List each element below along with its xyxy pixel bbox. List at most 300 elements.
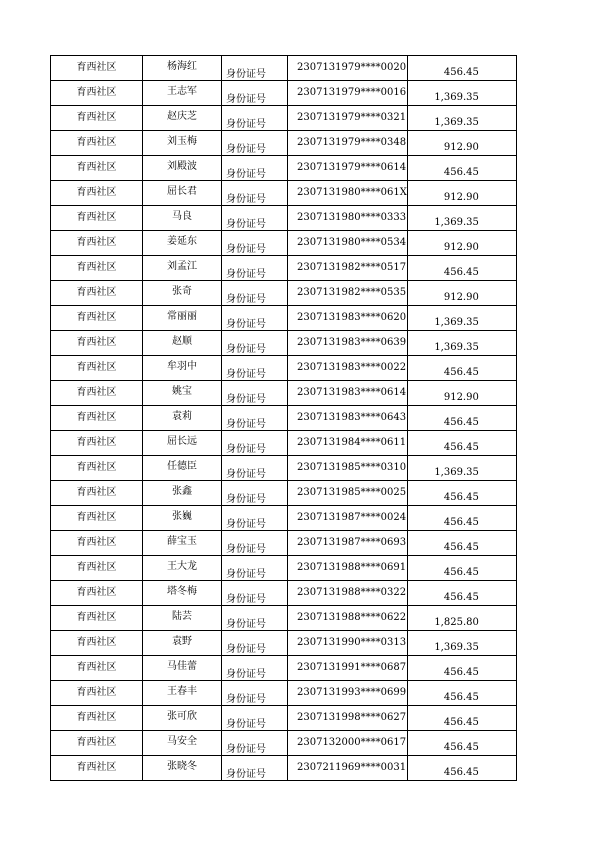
- amount-cell-text: 1,369.35: [434, 642, 479, 653]
- name-cell-text: 张奇: [172, 286, 192, 297]
- id-type-cell: [222, 531, 288, 556]
- id-type-cell: [222, 706, 288, 731]
- community-cell: [51, 531, 143, 556]
- id-number-cell-text: 2307131979****0321: [297, 112, 407, 123]
- table-row: [51, 181, 517, 206]
- id-number-cell-text: 2307131982****0517: [297, 262, 407, 273]
- id-type-cell-text: 身份证号: [226, 269, 266, 280]
- table-row: [51, 256, 517, 281]
- id-number-cell: [288, 481, 408, 506]
- amount-cell-text: 456.45: [443, 592, 479, 603]
- table-row: [51, 531, 517, 556]
- id-type-cell-text: 身份证号: [226, 144, 266, 155]
- name-cell-text: 马佳蕾: [167, 661, 197, 672]
- amount-cell: [407, 106, 516, 131]
- name-cell: [143, 206, 222, 231]
- id-number-cell-text: 2307131998****0627: [297, 712, 407, 723]
- amount-cell-text: 1,369.35: [434, 92, 479, 103]
- community-cell-text: 育西社区: [76, 537, 117, 548]
- table-row: [51, 331, 517, 356]
- community-cell: [51, 431, 143, 456]
- amount-cell: [407, 406, 516, 431]
- amount-cell-text: 456.45: [443, 742, 479, 753]
- id-type-cell: [222, 206, 288, 231]
- id-number-cell: [288, 731, 408, 756]
- id-type-cell: [222, 731, 288, 756]
- table-row: [51, 481, 517, 506]
- id-type-cell: [222, 381, 288, 406]
- name-cell: [143, 256, 222, 281]
- id-type-cell: [222, 231, 288, 256]
- name-cell: [143, 356, 222, 381]
- community-cell-text: 育西社区: [76, 412, 117, 423]
- community-cell: [51, 581, 143, 606]
- id-type-cell: [222, 606, 288, 631]
- community-cell: [51, 381, 143, 406]
- amount-cell-text: 456.45: [443, 692, 479, 703]
- name-cell-text: 张晓冬: [167, 761, 197, 772]
- amount-cell: [407, 381, 516, 406]
- name-cell: [143, 506, 222, 531]
- community-cell: [51, 756, 143, 781]
- amount-cell-text: 456.45: [443, 267, 479, 278]
- id-type-cell-text: 身份证号: [226, 644, 266, 655]
- table-body: [51, 56, 517, 781]
- community-cell-text: 育西社区: [76, 637, 117, 648]
- id-number-cell-text: 2307131985****0310: [297, 462, 407, 473]
- amount-cell: [407, 131, 516, 156]
- id-number-cell-text: 2307131993****0699: [297, 687, 407, 698]
- table-row: [51, 606, 517, 631]
- amount-cell: [407, 756, 516, 781]
- community-cell-text: 育西社区: [76, 587, 117, 598]
- id-type-cell-text: 身份证号: [226, 569, 266, 580]
- amount-cell: [407, 581, 516, 606]
- id-number-cell: [288, 381, 408, 406]
- table-row: [51, 131, 517, 156]
- table-row: [51, 706, 517, 731]
- community-cell: [51, 456, 143, 481]
- id-type-cell-text: 身份证号: [226, 769, 266, 780]
- name-cell: [143, 156, 222, 181]
- id-type-cell-text: 身份证号: [226, 444, 266, 455]
- community-cell-text: 育西社区: [76, 662, 117, 673]
- table-row: [51, 381, 517, 406]
- table-row: [51, 156, 517, 181]
- id-type-cell-text: 身份证号: [226, 469, 266, 480]
- community-cell-text: 育西社区: [76, 137, 117, 148]
- id-type-cell: [222, 331, 288, 356]
- name-cell: [143, 681, 222, 706]
- name-cell-text: 张巍: [172, 511, 192, 522]
- id-type-cell: [222, 181, 288, 206]
- id-number-cell-text: 2307131988****0691: [297, 562, 407, 573]
- id-type-cell-text: 身份证号: [226, 169, 266, 180]
- id-number-cell: [288, 431, 408, 456]
- id-number-cell-text: 2307211969****0031: [297, 762, 407, 773]
- table-row: [51, 206, 517, 231]
- id-type-cell-text: 身份证号: [226, 719, 266, 730]
- name-cell-text: 袁野: [172, 636, 192, 647]
- name-cell-text: 刘殿波: [167, 161, 197, 172]
- community-cell-text: 育西社区: [76, 437, 117, 448]
- id-number-cell: [288, 706, 408, 731]
- name-cell-text: 刘孟江: [167, 261, 197, 272]
- id-number-cell: [288, 531, 408, 556]
- table-row: [51, 81, 517, 106]
- name-cell-text: 塔冬梅: [167, 586, 197, 597]
- table-row: [51, 281, 517, 306]
- name-cell: [143, 631, 222, 656]
- name-cell-text: 屈长君: [167, 186, 197, 197]
- amount-cell: [407, 156, 516, 181]
- id-number-cell-text: 2307131980****0333: [297, 212, 407, 223]
- id-type-cell: [222, 681, 288, 706]
- name-cell: [143, 531, 222, 556]
- community-cell: [51, 156, 143, 181]
- id-number-cell-text: 2307131979****0348: [297, 137, 407, 148]
- community-cell: [51, 631, 143, 656]
- id-number-cell-text: 2307131979****0020: [297, 62, 407, 73]
- name-cell: [143, 231, 222, 256]
- community-cell-text: 育西社区: [76, 87, 117, 98]
- amount-cell: [407, 56, 516, 81]
- id-number-cell: [288, 681, 408, 706]
- id-type-cell-text: 身份证号: [226, 119, 266, 130]
- table-row: [51, 681, 517, 706]
- community-cell-text: 育西社区: [76, 162, 117, 173]
- id-number-cell: [288, 406, 408, 431]
- name-cell: [143, 406, 222, 431]
- table-row: [51, 731, 517, 756]
- community-cell: [51, 231, 143, 256]
- amount-cell-text: 456.45: [443, 442, 479, 453]
- id-type-cell-text: 身份证号: [226, 694, 266, 705]
- id-type-cell-text: 身份证号: [226, 369, 266, 380]
- amount-cell: [407, 256, 516, 281]
- id-type-cell: [222, 556, 288, 581]
- id-type-cell: [222, 506, 288, 531]
- name-cell-text: 袁莉: [172, 411, 192, 422]
- name-cell: [143, 306, 222, 331]
- community-cell-text: 育西社区: [76, 212, 117, 223]
- name-cell-text: 屈长远: [167, 436, 197, 447]
- name-cell: [143, 706, 222, 731]
- id-type-cell: [222, 756, 288, 781]
- id-number-cell-text: 2307131980****061X: [297, 187, 407, 198]
- amount-cell-text: 456.45: [443, 67, 479, 78]
- id-number-cell-text: 2307131987****0693: [297, 537, 407, 548]
- community-cell-text: 育西社区: [76, 187, 117, 198]
- id-number-cell: [288, 756, 408, 781]
- id-type-cell: [222, 106, 288, 131]
- id-number-cell-text: 2307131988****0622: [297, 612, 407, 623]
- community-cell: [51, 506, 143, 531]
- name-cell: [143, 131, 222, 156]
- amount-cell: [407, 531, 516, 556]
- amount-cell-text: 456.45: [443, 517, 479, 528]
- community-cell: [51, 356, 143, 381]
- amount-cell: [407, 356, 516, 381]
- id-type-cell: [222, 481, 288, 506]
- community-cell: [51, 106, 143, 131]
- amount-cell-text: 912.90: [443, 242, 479, 253]
- name-cell-text: 陆芸: [172, 611, 192, 622]
- id-type-cell: [222, 256, 288, 281]
- amount-cell-text: 1,369.35: [434, 117, 479, 128]
- name-cell: [143, 656, 222, 681]
- id-number-cell: [288, 656, 408, 681]
- table-row: [51, 231, 517, 256]
- amount-cell: [407, 606, 516, 631]
- amount-cell-text: 912.90: [443, 392, 479, 403]
- id-number-cell: [288, 131, 408, 156]
- amount-cell-text: 456.45: [443, 542, 479, 553]
- id-number-cell-text: 2307131988****0322: [297, 587, 407, 598]
- id-number-cell-text: 2307131987****0024: [297, 512, 407, 523]
- id-type-cell-text: 身份证号: [226, 669, 266, 680]
- amount-cell: [407, 331, 516, 356]
- id-type-cell-text: 身份证号: [226, 619, 266, 630]
- name-cell-text: 薛宝玉: [167, 536, 197, 547]
- name-cell: [143, 556, 222, 581]
- id-type-cell-text: 身份证号: [226, 319, 266, 330]
- id-type-cell: [222, 631, 288, 656]
- community-cell-text: 育西社区: [76, 612, 117, 623]
- id-type-cell-text: 身份证号: [226, 219, 266, 230]
- amount-cell: [407, 81, 516, 106]
- community-cell-text: 育西社区: [76, 512, 117, 523]
- community-cell-text: 育西社区: [76, 387, 117, 398]
- amount-cell-text: 456.45: [443, 717, 479, 728]
- name-cell-text: 王志军: [167, 86, 197, 97]
- id-type-cell-text: 身份证号: [226, 494, 266, 505]
- id-type-cell-text: 身份证号: [226, 544, 266, 555]
- name-cell: [143, 56, 222, 81]
- name-cell-text: 杨海红: [167, 61, 197, 72]
- community-cell: [51, 406, 143, 431]
- amount-cell: [407, 481, 516, 506]
- amount-cell: [407, 731, 516, 756]
- community-cell-text: 育西社区: [76, 62, 117, 73]
- id-type-cell: [222, 456, 288, 481]
- amount-cell-text: 456.45: [443, 167, 479, 178]
- name-cell: [143, 331, 222, 356]
- amount-cell-text: 456.45: [443, 767, 479, 778]
- id-number-cell: [288, 356, 408, 381]
- table-row: [51, 306, 517, 331]
- id-number-cell: [288, 456, 408, 481]
- community-cell-text: 育西社区: [76, 312, 117, 323]
- name-cell-text: 任德臣: [167, 461, 197, 472]
- id-type-cell-text: 身份证号: [226, 594, 266, 605]
- name-cell: [143, 381, 222, 406]
- name-cell: [143, 456, 222, 481]
- id-number-cell-text: 2307131983****0620: [297, 312, 407, 323]
- id-number-cell: [288, 106, 408, 131]
- id-number-cell: [288, 506, 408, 531]
- community-cell-text: 育西社区: [76, 287, 117, 298]
- id-number-cell-text: 2307131985****0025: [297, 487, 407, 498]
- amount-cell-text: 456.45: [443, 367, 479, 378]
- community-cell: [51, 206, 143, 231]
- name-cell: [143, 756, 222, 781]
- table-row: [51, 631, 517, 656]
- amount-cell-text: 912.90: [443, 142, 479, 153]
- id-number-cell-text: 2307131983****0639: [297, 337, 407, 348]
- name-cell-text: 赵庆芝: [167, 111, 197, 122]
- community-cell-text: 育西社区: [76, 112, 117, 123]
- community-cell: [51, 331, 143, 356]
- amount-cell-text: 456.45: [443, 567, 479, 578]
- amount-cell: [407, 181, 516, 206]
- amount-cell: [407, 656, 516, 681]
- amount-cell-text: 1,369.35: [434, 217, 479, 228]
- amount-cell-text: 1,369.35: [434, 342, 479, 353]
- id-type-cell-text: 身份证号: [226, 294, 266, 305]
- table-row: [51, 456, 517, 481]
- id-type-cell: [222, 656, 288, 681]
- name-cell-text: 姚宝: [172, 386, 192, 397]
- name-cell-text: 刘玉梅: [167, 136, 197, 147]
- community-cell: [51, 731, 143, 756]
- name-cell-text: 赵顺: [172, 336, 192, 347]
- id-number-cell: [288, 206, 408, 231]
- id-type-cell-text: 身份证号: [226, 744, 266, 755]
- community-cell: [51, 56, 143, 81]
- community-cell-text: 育西社区: [76, 237, 117, 248]
- id-number-cell-text: 2307131990****0313: [297, 637, 407, 648]
- community-cell: [51, 656, 143, 681]
- id-type-cell: [222, 81, 288, 106]
- amount-cell: [407, 206, 516, 231]
- name-cell: [143, 281, 222, 306]
- id-number-cell-text: 2307131982****0535: [297, 287, 407, 298]
- amount-cell-text: 456.45: [443, 417, 479, 428]
- id-number-cell: [288, 231, 408, 256]
- id-type-cell: [222, 406, 288, 431]
- amount-cell: [407, 681, 516, 706]
- community-cell-text: 育西社区: [76, 337, 117, 348]
- community-cell-text: 育西社区: [76, 362, 117, 373]
- id-type-cell: [222, 356, 288, 381]
- table-row: [51, 431, 517, 456]
- id-type-cell-text: 身份证号: [226, 94, 266, 105]
- community-cell: [51, 706, 143, 731]
- name-cell-text: 姜延东: [167, 236, 197, 247]
- community-cell: [51, 256, 143, 281]
- amount-cell-text: 456.45: [443, 667, 479, 678]
- table-row: [51, 506, 517, 531]
- id-type-cell-text: 身份证号: [226, 344, 266, 355]
- amount-cell: [407, 506, 516, 531]
- table-row: [51, 581, 517, 606]
- community-cell: [51, 606, 143, 631]
- community-cell-text: 育西社区: [76, 462, 117, 473]
- amount-cell-text: 1,369.35: [434, 467, 479, 478]
- amount-cell-text: 912.90: [443, 192, 479, 203]
- table-row: [51, 56, 517, 81]
- id-number-cell: [288, 556, 408, 581]
- table-row: [51, 556, 517, 581]
- name-cell-text: 王春丰: [167, 686, 197, 697]
- community-cell-text: 育西社区: [76, 737, 117, 748]
- name-cell-text: 马安全: [167, 736, 197, 747]
- id-type-cell: [222, 131, 288, 156]
- name-cell: [143, 81, 222, 106]
- community-cell: [51, 131, 143, 156]
- id-number-cell-text: 2307131979****0614: [297, 162, 407, 173]
- name-cell-text: 张可欣: [167, 711, 197, 722]
- name-cell-text: 常丽丽: [167, 311, 197, 322]
- name-cell: [143, 106, 222, 131]
- community-cell: [51, 681, 143, 706]
- id-type-cell: [222, 431, 288, 456]
- amount-cell: [407, 431, 516, 456]
- id-number-cell: [288, 181, 408, 206]
- community-cell-text: 育西社区: [76, 262, 117, 273]
- table-row: [51, 656, 517, 681]
- community-cell: [51, 281, 143, 306]
- name-cell: [143, 181, 222, 206]
- id-number-cell: [288, 156, 408, 181]
- amount-cell: [407, 306, 516, 331]
- id-number-cell-text: 2307131979****0016: [297, 87, 407, 98]
- table-row: [51, 406, 517, 431]
- name-cell-text: 王大龙: [167, 561, 197, 572]
- amount-cell-text: 1,825.80: [434, 617, 479, 628]
- id-type-cell: [222, 281, 288, 306]
- table-row: [51, 756, 517, 781]
- name-cell: [143, 481, 222, 506]
- community-cell: [51, 306, 143, 331]
- community-cell: [51, 181, 143, 206]
- community-cell-text: 育西社区: [76, 687, 117, 698]
- amount-cell-text: 456.45: [443, 492, 479, 503]
- id-number-cell-text: 2307131983****0643: [297, 412, 407, 423]
- id-type-cell-text: 身份证号: [226, 419, 266, 430]
- amount-cell-text: 1,369.35: [434, 317, 479, 328]
- id-number-cell: [288, 631, 408, 656]
- id-number-cell: [288, 56, 408, 81]
- community-cell-text: 育西社区: [76, 562, 117, 573]
- table-row: [51, 106, 517, 131]
- id-type-cell: [222, 56, 288, 81]
- id-number-cell-text: 2307131980****0534: [297, 237, 407, 248]
- community-cell-text: 育西社区: [76, 712, 117, 723]
- id-number-cell-text: 2307131984****0611: [297, 437, 407, 448]
- id-number-cell-text: 2307131983****0022: [297, 362, 407, 373]
- id-number-cell-text: 2307132000****0617: [297, 737, 407, 748]
- id-number-cell: [288, 306, 408, 331]
- name-cell: [143, 581, 222, 606]
- id-type-cell-text: 身份证号: [226, 69, 266, 80]
- id-number-cell-text: 2307131983****0614: [297, 387, 407, 398]
- amount-cell-text: 912.90: [443, 292, 479, 303]
- id-type-cell-text: 身份证号: [226, 194, 266, 205]
- community-cell: [51, 481, 143, 506]
- id-type-cell-text: 身份证号: [226, 519, 266, 530]
- amount-cell: [407, 231, 516, 256]
- name-cell: [143, 731, 222, 756]
- name-cell-text: 牟羽中: [167, 361, 197, 372]
- id-number-cell: [288, 81, 408, 106]
- amount-cell: [407, 556, 516, 581]
- id-number-cell: [288, 331, 408, 356]
- id-number-cell: [288, 281, 408, 306]
- community-cell: [51, 81, 143, 106]
- subsidy-table: [50, 55, 517, 781]
